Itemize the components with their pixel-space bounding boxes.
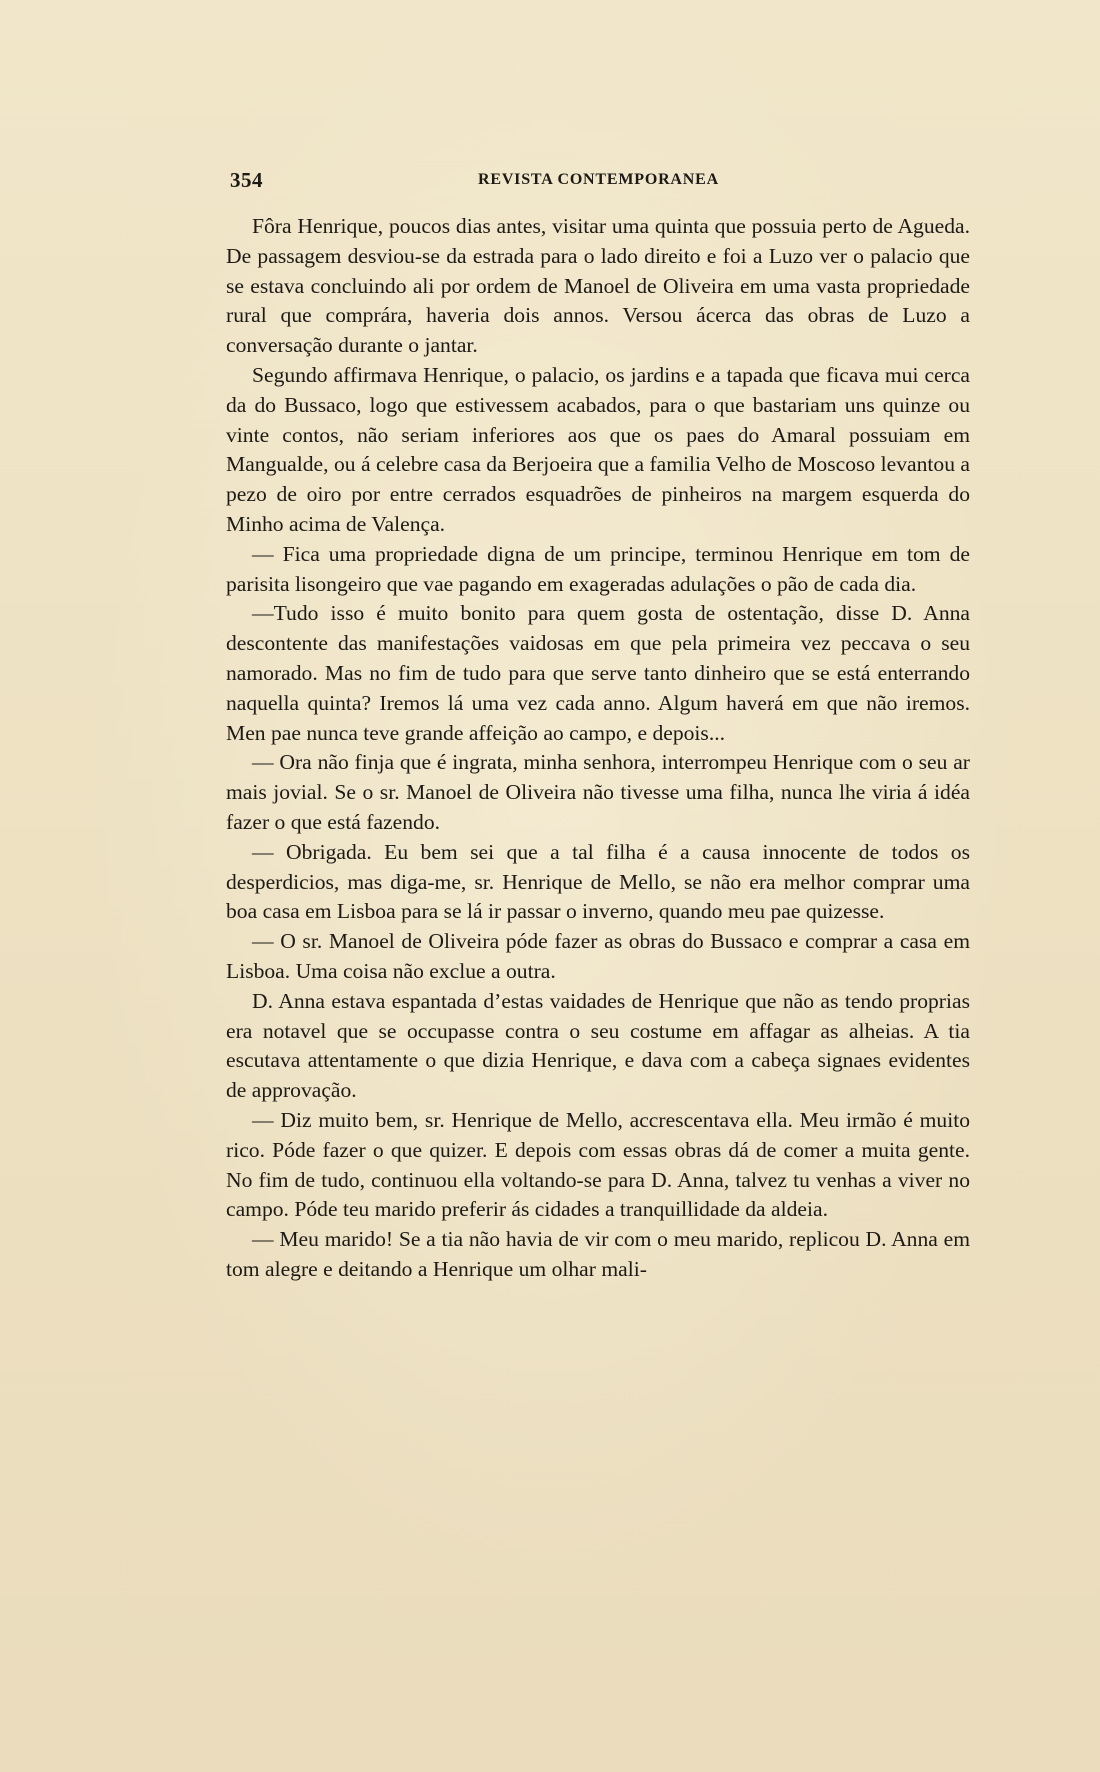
paragraph: — Obrigada. Eu bem sei que a tal filha é a causa innocente de todos os desperdicios, mas diga-me, sr. Henrique de Mello, se não era melhor comprar uma boa casa em Lisboa para se lá ir passar o inverno, quando meu pae quizesse. [226, 839, 970, 924]
running-title: REVISTA CONTEMPORANEA [478, 171, 719, 188]
paragraph: — O sr. Manoel de Oliveira póde fazer as obras do Bussaco e comprar a casa em Lisboa. Uma coisa não exclue a outra. [226, 929, 970, 983]
paragraph: — Diz muito bem, sr. Henrique de Mello, accrescentava ella. Meu irmão é muito rico. Póde fazer o que quizer. E depois com essas obras dá de comer a muita gente. No fim de tudo, continuou ella voltando-se para D. Anna, talvez tu venhas a viver no campo. Póde teu marido preferir ás cidades a tranquillidade da aldeia. [226, 1107, 970, 1222]
paragraph: — Fica uma propriedade digna de um principe, terminou Henrique em tom de parisita lisongeiro que vae pagando em exageradas adulações o pão de cada dia. [226, 541, 970, 596]
paragraph: —Tudo isso é muito bonito para quem gosta de ostentação, disse D. Anna descontente das manifestações vaidosas em que pela primeira vez peccava o seu namorado. Mas no fim de tudo para que serve tanto dinheiro que se está enterrando naquella quinta? Iremos lá uma vez cada anno. Algum haverá em que não iremos. Men pae nunca teve grande affeição ao campo, e depois... [226, 601, 970, 745]
paragraph: Fôra Henrique, poucos dias antes, visitar uma quinta que possuia perto de Agueda. De passagem desviou-se da estrada para o lado direito e foi a Luzo ver o palacio que se estava concluindo ali por ordem de Manoel de Oliveira em uma vasta propriedade rural que comprára, haveria dois annos. Versou ácerca das obras de Luzo a conversação durante o jantar. [226, 214, 970, 358]
paragraph: D. Anna estava espantada d’estas vaidades de Henrique que não as tendo proprias era notavel que se occupasse contra o seu costume em affagar as alheias. A tia escutava attentamente o que dizia Henrique, e dava com a cabeça signaes evidentes de approvação. [226, 988, 970, 1103]
page-header [230, 168, 970, 196]
paragraph: Segundo affirmava Henrique, o palacio, os jardins e a tapada que ficava mui cerca da do Bussaco, logo que estivessem acabados, para o que bastariam uns quinze ou vinte contos, não seriam inferiores aos que os paes do Amaral possuiam em Mangualde, ou á celebre casa da Berjoeira que a familia Velho de Moscoso levantou a pezo de oiro por entre cerrados esquadrões de pinheiros na margem esquerda do Minho acima de Valença. [226, 362, 970, 536]
paragraph: — Ora não finja que é ingrata, minha senhora, interrompeu Henrique com o seu ar mais jovial. Se o sr. Manoel de Oliveira não tivesse uma filha, nunca lhe viria á idéa fazer o que está fazendo. [226, 750, 970, 834]
paragraph: — Meu marido! Se a tia não havia de vir com o meu marido, replicou D. Anna em tom alegre e deitando a Henrique um olhar mali- [226, 1227, 970, 1281]
page-number: 354 [230, 168, 263, 192]
body-text [226, 212, 970, 1285]
